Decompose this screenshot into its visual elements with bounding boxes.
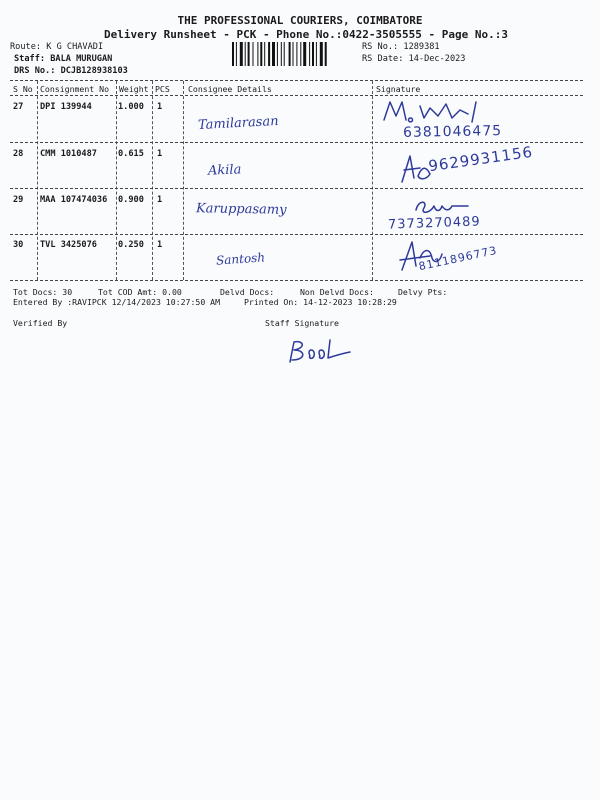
row-consignment: DPI 139944 xyxy=(40,102,92,112)
staff-signature-label: Staff Signature xyxy=(265,318,339,328)
col-divider xyxy=(37,81,38,280)
consignee-name: Santosh xyxy=(215,250,266,268)
row-consignment: MAA 107474036 xyxy=(40,195,108,205)
staff-label: Staff: BALA MURUGAN xyxy=(14,54,113,64)
consignee-name: Tamilarasan xyxy=(197,113,279,134)
row-rule xyxy=(10,234,583,235)
col-divider xyxy=(152,81,153,280)
company-title: THE PROFESSIONAL COURIERS, COIMBATORE xyxy=(177,14,423,27)
consignee-name: Karuppasamy xyxy=(195,201,287,218)
col-consignee: Consignee Details xyxy=(188,84,272,94)
runsheet-subtitle: Delivery Runsheet - PCK - Phone No.:0422-3505555 - Page No.:3 xyxy=(104,28,508,41)
printed-on: Printed On: 14-12-2023 10:28:29 xyxy=(244,297,397,307)
consignee-name: Akila xyxy=(207,162,242,179)
col-divider xyxy=(372,81,373,280)
row-consignment: CMM 1010487 xyxy=(40,149,97,159)
row-pcs: 1 xyxy=(157,149,163,159)
entered-by: Entered By :RAVIPCK 12/14/2023 10:27:50 AM xyxy=(13,297,221,307)
row-weight: 0.250 xyxy=(118,240,144,250)
signature-mark xyxy=(412,196,472,216)
delvd-docs: Delvd Docs: xyxy=(220,287,275,297)
row-pcs: 1 xyxy=(157,240,163,250)
col-consignment: Consignment No xyxy=(40,84,110,94)
col-signature: Signature xyxy=(376,84,421,94)
barcode xyxy=(232,42,352,66)
signature-mark xyxy=(396,238,446,274)
col-divider xyxy=(183,81,184,280)
row-rule xyxy=(10,188,583,189)
verified-by-label: Verified By xyxy=(13,318,68,328)
col-divider xyxy=(116,81,117,280)
non-delvd-docs: Non Delvd Docs: xyxy=(300,287,374,297)
table-bottom-rule xyxy=(10,280,583,281)
row-pcs: 1 xyxy=(157,195,163,205)
row-pcs: 1 xyxy=(157,102,163,112)
row-sno: 29 xyxy=(13,195,24,205)
signature-mark xyxy=(396,152,436,186)
col-pcs: PCS xyxy=(155,84,170,94)
col-weight: Weight xyxy=(119,84,149,94)
row-sno: 30 xyxy=(13,240,24,250)
consignee-phone: 8111896773 xyxy=(417,243,499,274)
consignee-phone: 9629931156 xyxy=(427,142,535,176)
rs-date: RS Date: 14-Dec-2023 xyxy=(362,54,466,64)
table-top-rule xyxy=(10,80,583,81)
col-sno: S No xyxy=(13,84,33,94)
row-rule xyxy=(10,142,583,143)
row-consignment: TVL 3425076 xyxy=(40,240,97,250)
rs-number: RS No.: 1289381 xyxy=(362,42,440,52)
consignee-phone: 7373270489 xyxy=(387,214,481,233)
row-sno: 27 xyxy=(13,102,24,112)
consignee-phone: 6381046475 xyxy=(402,123,503,141)
signature-mark xyxy=(380,96,500,126)
drs-number: DRS No.: DCJB128938103 xyxy=(14,66,128,76)
row-weight: 0.900 xyxy=(118,195,144,205)
row-sno: 28 xyxy=(13,149,24,159)
row-weight: 1.000 xyxy=(118,102,144,112)
delvy-pts: Delvy Pts: xyxy=(398,287,448,297)
staff-signature-mark xyxy=(284,336,356,366)
tot-cod: Tot COD Amt: 0.00 xyxy=(98,287,182,297)
tot-docs: Tot Docs: 30 xyxy=(13,287,73,297)
route-label: Route: K G CHAVADI xyxy=(10,42,104,52)
row-weight: 0.615 xyxy=(118,149,144,159)
